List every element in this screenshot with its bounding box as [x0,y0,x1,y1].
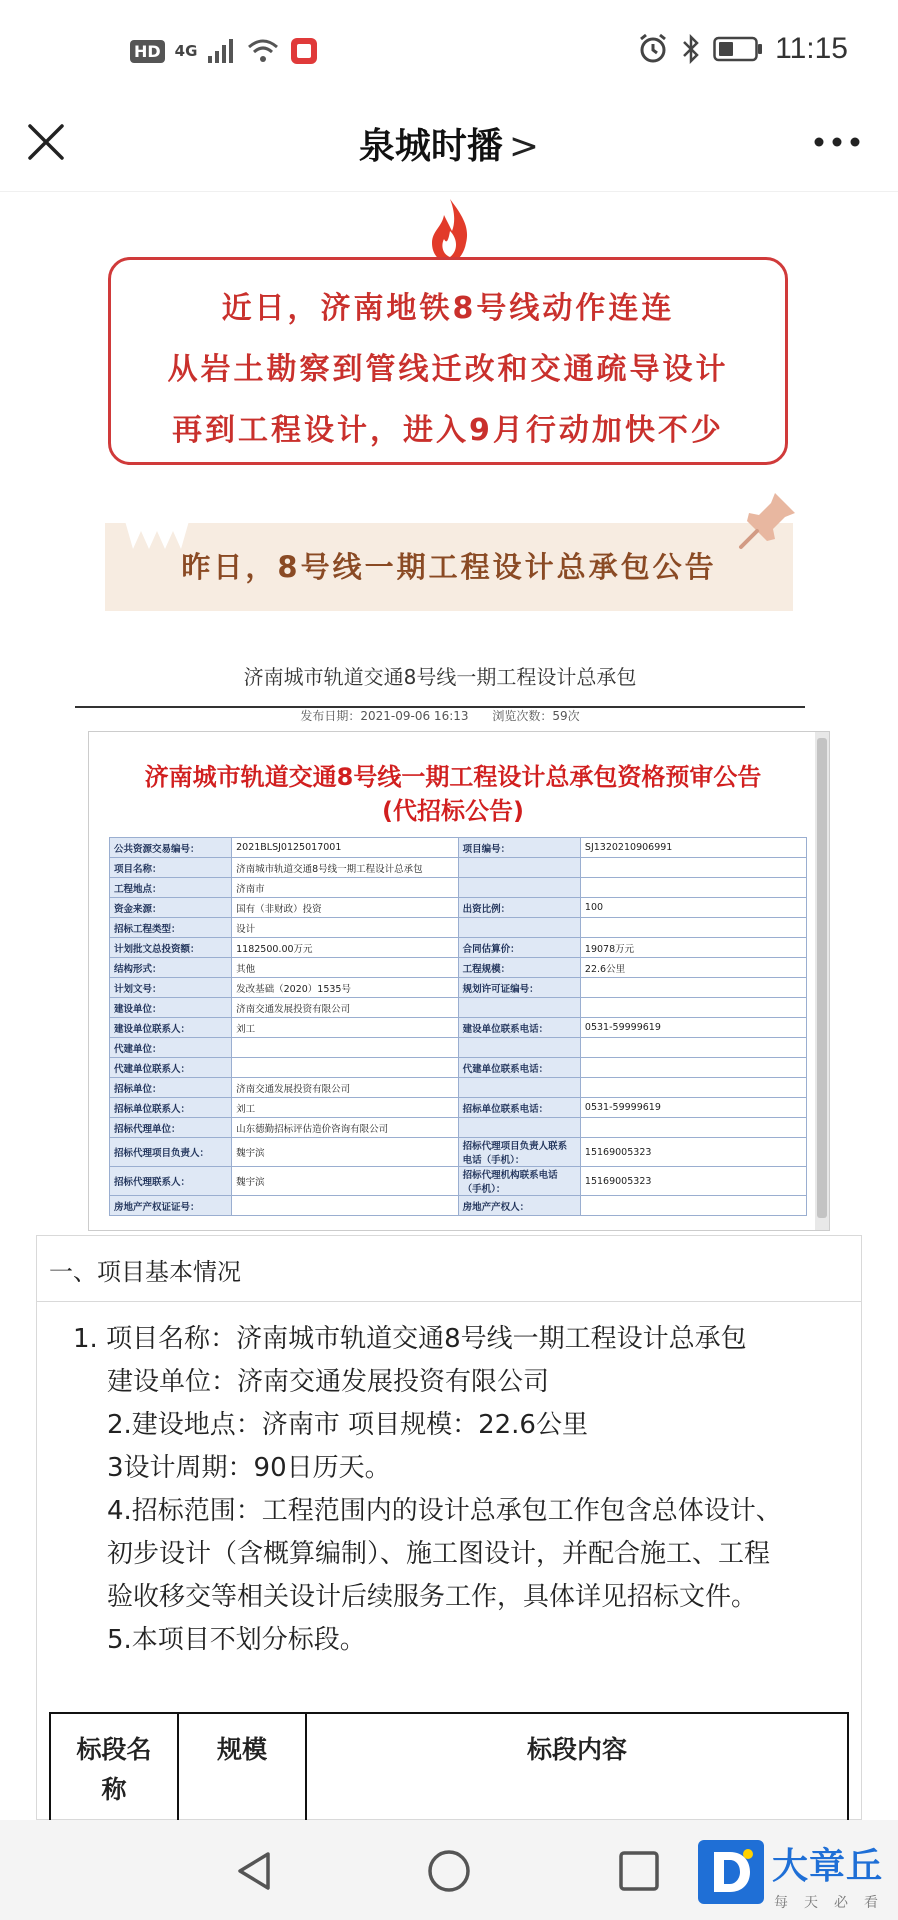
info-value-cell: 其他 [232,958,459,978]
info-key-cell: 出资比例： [458,898,580,918]
info-table-row [110,1098,807,1118]
callout-line-1: 近日，济南地铁8号线动作连连 [221,291,675,326]
info-key-cell [458,878,580,898]
notice-heading [89,760,817,828]
info-key-cell: 招标代理项目负责人： [110,1138,232,1167]
info-value-cell: 国有（非财政）投资 [232,898,459,918]
section-title: 一、项目基本情况 [37,1236,861,1302]
notice-heading-line-1: 济南城市轨道交通8号线一期工程设计总承包资格预审公告 [144,763,762,791]
bid-col-scale: 规模 [178,1713,306,1820]
project-basic-info-section [36,1235,862,1820]
info-value-cell: 设计 [232,918,459,938]
info-key-cell: 招标代理联系人： [110,1167,232,1196]
battery-icon [713,36,763,62]
intro-callout [108,257,788,465]
info-value-cell [580,918,806,938]
info-table-row [110,1058,807,1078]
document-page-title: 济南城市轨道交通8号线一期工程设计总承包 [75,661,805,708]
bid-col-name [50,1713,178,1820]
alarm-icon [637,33,669,65]
info-key-cell: 招标代理机构联系电话（手机）： [458,1167,580,1196]
pushpin-icon [737,489,799,551]
document-meta [75,707,805,724]
watermark-title: 大章丘 [772,1846,884,1887]
info-line: 4.招标范围：工程范围内的设计总承包工作包含总体设计、 [107,1496,782,1526]
info-key-cell: 房地产产权证证号： [110,1196,232,1216]
info-value-cell [232,1038,459,1058]
info-key-cell [458,858,580,878]
info-table-row [110,1196,807,1216]
chevron-right-icon: > [508,126,540,167]
article-content [0,193,898,1820]
info-table-row [110,998,807,1018]
info-value-cell: 22.6公里 [580,958,806,978]
info-value-cell: 100 [580,898,806,918]
bid-section-table [49,1712,849,1820]
info-value-cell: 山东德勤招标评估造价咨询有限公司 [232,1118,459,1138]
info-key-cell: 工程规模： [458,958,580,978]
document-scrollbar[interactable] [815,732,829,1230]
info-table-row [110,1118,807,1138]
info-table-row [110,838,807,858]
info-value-cell [580,1078,806,1098]
scrollbar-thumb[interactable] [817,738,827,1218]
info-table-row [110,1078,807,1098]
info-table-row [110,1018,807,1038]
info-line: 2.建设地点：济南市 项目规模：22.6公里 [107,1410,588,1440]
publish-date: 发布日期：2021-09-06 16:13 [300,709,469,723]
wifi-icon [247,38,279,64]
callout-line-3: 再到工程设计，进入9月行动加快不少 [172,413,724,448]
watermark-logo [696,1838,898,1920]
info-key-cell: 招标单位联系电话： [458,1098,580,1118]
notice-heading-line-2: (代招标公告) [382,797,524,825]
nav-bar [0,100,898,192]
info-value-cell: 0531-59999619 [580,1018,806,1038]
view-count: 浏览次数：59次 [492,709,580,723]
network-type: 4G [174,42,198,60]
info-key-cell: 计划批文总投资额： [110,938,232,958]
info-line: 建设单位：济南交通发展投资有限公司 [107,1367,550,1397]
banner-text: 昨日，8号线一期工程设计总承包公告 [181,550,717,584]
info-key-cell: 规划许可证编号： [458,978,580,998]
d-letter-icon [698,1840,764,1904]
info-key-cell: 合同估算价： [458,938,580,958]
bid-col-content: 标段内容 [306,1713,848,1820]
info-value-cell: 刘工 [232,1098,459,1118]
info-key-cell: 代建单位： [110,1038,232,1058]
info-key-cell: 招标单位： [110,1078,232,1098]
info-key-cell: 建设单位： [110,998,232,1018]
home-icon[interactable] [426,1848,472,1894]
info-value-cell [580,998,806,1018]
info-value-cell: 发改基础（2020）1535号 [232,978,459,998]
info-table-row [110,858,807,878]
info-value-cell [232,1196,459,1216]
info-value-cell: 0531-59999619 [580,1098,806,1118]
signal-icon [207,38,237,64]
info-key-cell: 房地产产权人： [458,1196,580,1216]
back-icon[interactable] [232,1848,278,1894]
info-value-cell: 15169005323 [580,1138,806,1167]
info-key-cell: 建设单位联系电话： [458,1018,580,1038]
status-bar [0,0,898,100]
info-key-cell [458,1038,580,1058]
info-value-cell: 19078万元 [580,938,806,958]
section-banner [105,523,793,611]
info-table-row [110,898,807,918]
info-table-row [110,1138,807,1167]
account-title[interactable] [0,118,898,169]
info-value-cell: 济南交通发展投资有限公司 [232,1078,459,1098]
status-left [130,36,319,66]
info-key-cell: 公共资源交易编号： [110,838,232,858]
info-value-cell: 刘工 [232,1018,459,1038]
info-table-row [110,1167,807,1196]
info-key-cell: 建设单位联系人： [110,1018,232,1038]
info-key-cell: 代建单位联系人： [110,1058,232,1078]
bluetooth-icon [681,34,701,64]
info-key-cell: 招标单位联系人： [110,1098,232,1118]
info-value-cell: SJ1320210906991 [580,838,806,858]
more-icon[interactable] [810,122,864,162]
info-key-cell: 代建单位联系电话： [458,1058,580,1078]
info-key-cell: 项目编号： [458,838,580,858]
hd-badge: HD [130,40,165,63]
info-value-cell [580,1038,806,1058]
info-value-cell [232,1058,459,1078]
account-name: 泉城时播 [358,126,503,167]
clock: 11:15 [775,32,848,65]
info-value-cell: 济南城市轨道交通8号线一期工程设计总承包 [232,858,459,878]
section-body [37,1302,861,1662]
info-key-cell: 计划文号： [110,978,232,998]
info-value-cell [580,1118,806,1138]
info-value-cell [580,858,806,878]
bid-col-name-label: 标段名称 [76,1735,152,1804]
info-key-cell: 招标代理项目负责人联系电话（手机）： [458,1138,580,1167]
info-key-cell: 结构形式： [110,958,232,978]
info-key-cell [458,1118,580,1138]
info-value-cell [580,878,806,898]
info-table-row [110,1038,807,1058]
info-value-cell: 济南交通发展投资有限公司 [232,998,459,1018]
document-screenshot [88,731,830,1231]
info-table-row [110,878,807,898]
watermark-d-icon [698,1840,764,1904]
info-line: 5.本项目不划分标段。 [107,1625,366,1655]
info-value-cell: 15169005323 [580,1167,806,1196]
project-info-table [109,837,807,1216]
info-table-row [110,938,807,958]
watermark-subtitle: 每天必看 [774,1895,894,1911]
info-value-cell [580,1196,806,1216]
info-table-row [110,978,807,998]
info-value-cell: 济南市 [232,878,459,898]
info-line: 验收移交等相关设计后续服务工作，具体详见招标文件。 [107,1582,758,1612]
callout-line-2: 从岩土勘察到管线迁改和交通疏导设计 [167,352,729,387]
info-table-row [110,918,807,938]
status-right [637,32,848,66]
info-key-cell: 招标工程类型： [110,918,232,938]
info-value-cell [580,1058,806,1078]
info-key-cell [458,998,580,1018]
info-key-cell: 资金来源： [110,898,232,918]
info-value-cell [580,978,806,998]
info-value-cell: 1182500.00万元 [232,938,459,958]
info-line: 3设计周期：90日历天。 [107,1453,391,1483]
app-notification-icon [289,36,319,66]
info-value-cell: 魏宇滨 [232,1167,459,1196]
info-key-cell: 招标代理单位： [110,1118,232,1138]
info-key-cell: 项目名称： [110,858,232,878]
info-key-cell [458,1078,580,1098]
info-line: 初步设计（含概算编制）、施工图设计，并配合施工、工程 [107,1539,771,1569]
recents-icon[interactable] [616,1848,662,1894]
info-key-cell [458,918,580,938]
info-key-cell: 工程地点： [110,878,232,898]
info-table-row [110,958,807,978]
info-value-cell: 2021BLSJ0125017001 [232,838,459,858]
info-value-cell: 魏宇滨 [232,1138,459,1167]
info-line: 1. 项目名称：济南城市轨道交通8号线一期工程设计总承包 [73,1324,747,1354]
